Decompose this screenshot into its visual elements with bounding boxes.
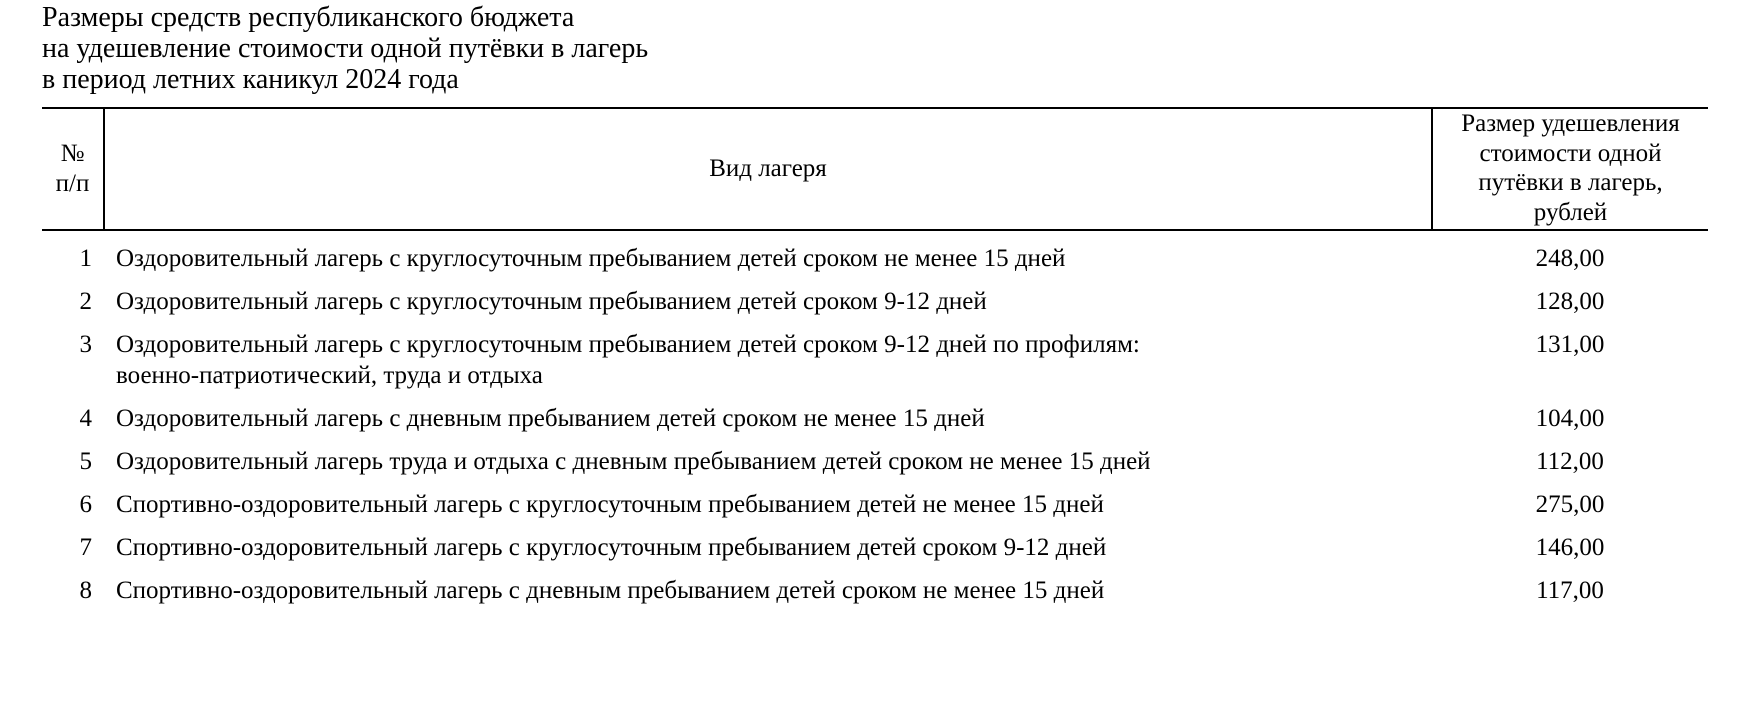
table-row xyxy=(42,532,1708,575)
row-camp-type xyxy=(104,575,1432,618)
row-amount: 128,00 xyxy=(1535,288,1605,315)
document-title xyxy=(42,2,1542,95)
table-row xyxy=(42,286,1708,329)
row-amount: 112,00 xyxy=(1536,448,1604,475)
table-header-row xyxy=(42,108,1708,230)
header-camp-type: Вид лагеря xyxy=(104,108,1432,230)
row-amount: 117,00 xyxy=(1536,577,1604,604)
header-number-line-1: № xyxy=(60,140,85,167)
header-number-line-2: п/п xyxy=(55,170,90,197)
camp-type-line: Спортивно-оздоровительный лагерь с круглосуточным пребыванием детей не менее 15 дней xyxy=(116,491,1104,518)
table-row xyxy=(42,575,1708,618)
row-amount: 146,00 xyxy=(1535,534,1605,561)
row-number: 1 xyxy=(79,245,92,272)
title-line-1: Размеры средств республиканского бюджета xyxy=(42,2,575,33)
camp-type-line: Спортивно-оздоровительный лагерь с дневным пребыванием детей сроком не менее 15 дней xyxy=(116,577,1105,604)
row-number: 4 xyxy=(79,405,92,432)
row-camp-type xyxy=(104,403,1432,446)
camp-type-line: Оздоровительный лагерь с дневным пребыванием детей сроком не менее 15 дней xyxy=(116,405,985,432)
camp-type-line: Оздоровительный лагерь с круглосуточным пребыванием детей сроком 9-12 дней по профилям: xyxy=(116,331,1140,358)
row-number: 8 xyxy=(79,577,92,604)
camp-type-line: Спортивно-оздоровительный лагерь с круглосуточным пребыванием детей сроком 9-12 дней xyxy=(116,534,1107,561)
row-camp-type xyxy=(104,286,1432,329)
camp-type-line: военно-патриотический, труда и отдыха xyxy=(116,362,543,389)
camp-type-line: Оздоровительный лагерь с круглосуточным пребыванием детей сроком не менее 15 дней xyxy=(116,245,1066,272)
table-row xyxy=(42,230,1708,286)
row-number: 7 xyxy=(79,534,92,561)
header-amount-line-2: стоимости одной xyxy=(1479,139,1662,167)
table-row xyxy=(42,329,1708,403)
title-line-2: на удешевление стоимости одной путёвки в лагерь xyxy=(42,33,649,64)
row-camp-type xyxy=(104,446,1432,489)
row-amount: 275,00 xyxy=(1535,491,1605,518)
row-camp-type xyxy=(104,489,1432,532)
camp-type-line: Оздоровительный лагерь труда и отдыха с дневным пребыванием детей сроком не менее 15 дней xyxy=(116,448,1151,475)
row-amount: 131,00 xyxy=(1535,331,1605,358)
row-amount: 248,00 xyxy=(1535,245,1605,272)
header-amount xyxy=(1432,108,1708,230)
row-camp-type xyxy=(104,532,1432,575)
row-camp-type xyxy=(104,230,1432,286)
row-number: 5 xyxy=(79,448,92,475)
header-amount-line-4: рублей xyxy=(1533,198,1608,226)
row-number: 2 xyxy=(79,288,92,315)
camp-type-line: Оздоровительный лагерь с круглосуточным пребыванием детей сроком 9-12 дней xyxy=(116,288,987,315)
header-amount-line-1: Размер удешевления xyxy=(1461,110,1680,137)
row-number: 6 xyxy=(79,491,92,518)
row-number: 3 xyxy=(79,331,92,358)
header-number xyxy=(42,108,104,230)
table-row xyxy=(42,446,1708,489)
header-amount-line-3: путёвки в лагерь, xyxy=(1478,169,1663,196)
table-row xyxy=(42,489,1708,532)
title-line-3: в период летних каникул 2024 года xyxy=(42,64,459,95)
row-amount: 104,00 xyxy=(1535,405,1605,432)
row-camp-type xyxy=(104,329,1432,403)
camp-rates-table xyxy=(42,107,1708,618)
table-row xyxy=(42,403,1708,446)
